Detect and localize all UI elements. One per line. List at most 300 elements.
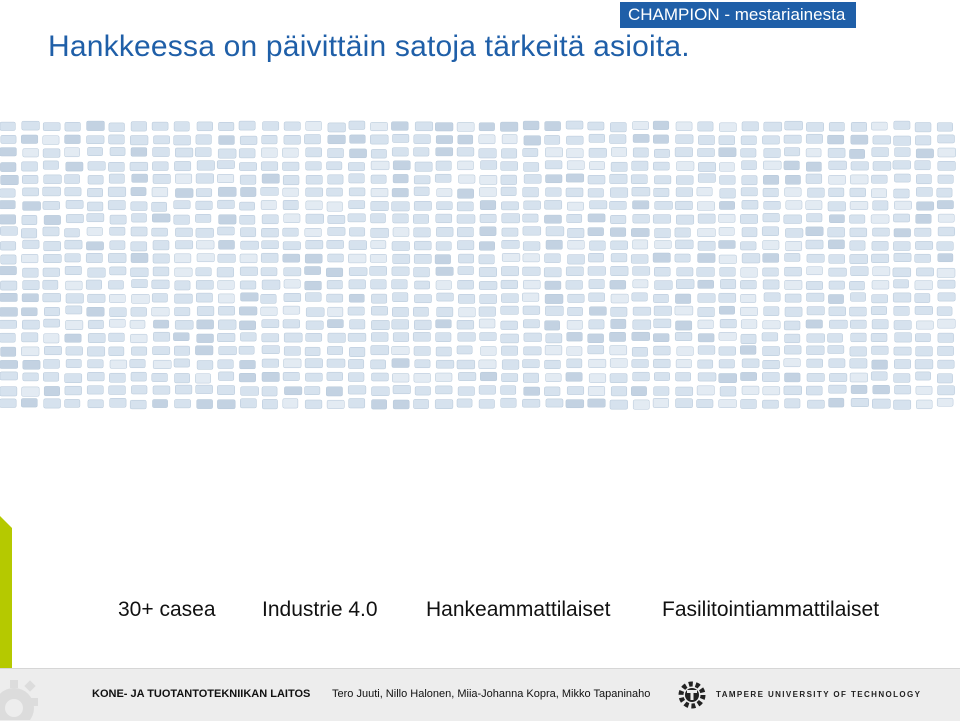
sticky-note [196,241,214,249]
sticky-note [654,319,671,328]
sticky-note [654,387,669,396]
sticky-note [457,360,475,369]
label-facilitation-professionals: Fasilitointiammattilaiset [662,598,880,621]
sticky-note [849,281,864,290]
sticky-note [152,122,168,130]
sticky-note [479,319,495,328]
sticky-note [349,347,365,356]
sticky-note [87,121,105,131]
sticky-note [479,400,494,409]
sticky-note [350,135,366,143]
sticky-note [304,135,320,144]
sticky-note [762,400,778,408]
sticky-note [44,334,59,343]
sticky-note [88,400,104,408]
sticky-note [436,320,452,328]
sticky-note [523,148,538,156]
sticky-note [631,255,648,264]
sticky-note [872,360,888,369]
sticky-note [611,162,627,171]
sticky-note [764,293,780,302]
sticky-note [262,215,278,224]
sticky-note [197,400,213,409]
sticky-note [741,399,757,408]
sticky-note [458,135,473,144]
sticky-note [916,149,933,158]
sticky-note [916,386,932,394]
sticky-note [109,319,125,327]
sticky-note [305,373,322,381]
sticky-note [807,214,823,222]
sticky-note [414,399,429,408]
sticky-note [850,307,867,316]
sticky-note [588,228,604,236]
sticky-note [872,148,889,157]
sticky-note [567,149,584,158]
sticky-note [392,374,409,383]
sticky-note [305,387,320,395]
sticky-note [175,268,193,277]
sticky-note [763,161,781,169]
sticky-note [240,215,255,224]
sticky-note [829,320,847,328]
gear-icon [0,668,60,720]
sticky-note [872,399,890,408]
sticky-note [392,202,410,211]
sticky-note [524,175,541,184]
sticky-note [523,280,540,289]
sticky-note [175,320,193,329]
sticky-note [872,346,889,354]
sticky-note [305,400,322,409]
sticky-note [676,360,691,368]
sticky-note [152,280,169,289]
sticky-note [87,214,104,222]
sticky-note [763,175,779,184]
sticky-note [153,360,171,369]
sticky-note [720,387,736,397]
sticky-note [131,187,146,195]
sticky-note [785,373,801,382]
sticky-note [545,161,562,169]
sticky-note [916,321,933,329]
sticky-note [545,321,560,330]
sticky-note [328,123,346,132]
sticky-note [371,280,387,289]
sticky-note [152,162,168,171]
sticky-note [763,387,780,395]
sticky-note [610,374,627,383]
sticky-note [480,175,497,184]
sticky-note [893,268,911,277]
tut-logo-icon [676,679,708,711]
sticky-note [828,135,844,144]
sticky-note [589,293,605,302]
sticky-note [588,175,605,184]
sticky-note [44,215,61,224]
sticky-note [174,161,190,170]
sticky-note [850,359,867,368]
sticky-note [589,320,604,329]
sticky-note [938,360,955,368]
sticky-note [1,175,19,184]
sticky-note [131,268,149,277]
sticky-note [829,268,847,276]
sticky-note [785,307,802,316]
sticky-note [130,334,147,343]
sticky-note [784,215,802,224]
sticky-note [174,254,191,263]
sticky-note [218,294,234,303]
sticky-note [675,148,693,157]
sticky-note [436,227,453,236]
sticky-note [610,135,627,144]
sticky-note [110,227,125,235]
sticky-note [742,386,759,394]
sticky-note [66,359,81,367]
sticky-note [86,280,102,289]
sticky-note [348,359,363,368]
sticky-note [43,268,60,277]
sticky-note [763,213,780,222]
sticky-note [174,136,191,145]
sticky-note [218,320,236,330]
sticky-note [65,374,82,383]
sticky-note [828,240,844,249]
sticky-note [305,347,320,356]
sticky-note [261,253,278,262]
sticky-note [66,294,84,303]
sticky-note [196,189,212,197]
sticky-note [21,347,39,356]
sticky-note [174,122,189,131]
sticky-note [524,163,539,172]
sticky-note [740,280,756,289]
sticky-note [132,280,148,288]
sticky-note [697,187,712,196]
sticky-note [655,229,671,238]
sticky-note [393,385,411,393]
sticky-note [610,280,626,289]
sticky-note [806,281,823,289]
sticky-note [217,333,235,341]
sticky-note [937,268,955,277]
sticky-note [611,319,626,328]
sticky-note [741,334,756,344]
sticky-note [916,188,932,197]
sticky-note [262,174,279,183]
sticky-note [675,201,692,210]
sticky-note [217,400,235,409]
sticky-note [501,386,516,395]
sticky-note [610,201,627,209]
sticky-note [524,201,541,210]
sticky-note [479,267,497,276]
sticky-note [88,175,103,184]
sticky-note [457,320,474,329]
sticky-note [915,254,931,262]
sticky-note [88,320,103,328]
sticky-note [436,333,451,342]
sticky-note [435,373,452,382]
sticky-note [22,215,37,224]
sticky-note [653,121,669,130]
sticky-note [654,306,672,315]
sticky-note [763,188,778,197]
sticky-note [393,400,409,409]
sticky-note [174,215,190,224]
sticky-note [785,175,800,184]
sticky-note [851,162,869,170]
sticky-note [501,202,518,210]
sticky-note [915,360,933,369]
sticky-note [87,136,105,144]
sticky-note [175,228,192,237]
sticky-note [131,347,146,355]
sticky-note [676,176,693,185]
sticky-note [610,123,626,132]
sticky-note [740,346,756,355]
sticky-note [88,294,106,302]
sticky-note [545,148,562,157]
sticky-note [872,295,888,303]
sticky-note [762,373,779,382]
sticky-note [130,136,148,145]
sticky-note [305,359,323,368]
sticky-note [436,360,454,368]
sticky-note [501,187,516,196]
sticky-note [349,121,365,130]
sticky-note [197,122,213,131]
university-name: TAMPERE UNIVERSITY OF TECHNOLOGY [716,690,922,699]
sticky-note [392,280,408,289]
sticky-note [437,202,453,210]
sticky-note [873,228,890,236]
sticky-note [284,214,300,223]
sticky-note [501,334,519,343]
sticky-note [893,214,909,222]
sticky-note [66,320,83,329]
sticky-note [240,399,256,408]
sticky-note [0,189,15,197]
sticky-note [240,228,255,237]
sticky-note [872,320,888,329]
sticky-note [437,189,452,197]
sticky-note [545,135,560,144]
sticky-note [66,347,83,355]
sticky-note [545,122,561,131]
sticky-note [740,214,757,223]
sticky-note [785,188,802,197]
sticky-note [109,386,126,395]
sticky-note [239,321,255,330]
sticky-note [88,147,103,155]
sticky-note [283,242,301,250]
sticky-note [742,176,757,185]
category-labels [0,598,960,628]
sticky-note [284,387,302,395]
sticky-note [457,148,474,157]
sticky-note [850,215,865,223]
sticky-note [479,188,496,197]
sticky-note [437,293,454,301]
sticky-note [175,385,192,394]
sticky-note [371,320,389,329]
sticky-note [851,398,869,406]
sticky-note [349,294,364,302]
sticky-note [784,148,799,156]
sticky-note [894,400,911,409]
sticky-note [284,293,301,301]
sticky-note [502,360,519,370]
sticky-note [349,268,367,276]
sticky-note [21,135,38,144]
sticky-note [893,242,910,251]
sticky-note [938,333,954,342]
sticky-note [43,227,59,236]
sticky-note [371,241,386,249]
sticky-note [175,241,192,249]
sticky-note [348,333,366,341]
sticky-note [261,268,277,276]
sticky-note [915,228,931,236]
sticky-note [414,148,430,156]
sticky-note [0,399,16,408]
sticky-note [894,121,910,129]
sticky-note [720,319,736,328]
sticky-note [850,201,868,209]
sticky-note [851,267,869,276]
sticky-note [829,255,845,264]
sticky-note [894,189,910,198]
sticky-note [109,123,125,132]
sticky-note [938,227,955,236]
sticky-note [261,228,278,237]
sticky-note [522,399,540,407]
authors: Tero Juuti, Nillo Halonen, Miia-Johanna Kopra, Mikko Tapaninaho [332,688,651,700]
sticky-note [457,122,474,131]
sticky-note [568,240,585,249]
sticky-note [392,188,408,197]
sticky-note [871,254,888,263]
sticky-note [86,242,103,250]
sticky-note [414,201,431,210]
sticky-note [108,162,124,171]
sticky-note [676,321,692,330]
sticky-note [87,386,103,394]
sticky-note [937,374,952,383]
sticky-note [197,254,214,262]
sticky-note [110,398,126,407]
sticky-note [457,227,473,236]
sticky-note [589,134,605,142]
sticky-note [284,122,300,130]
sticky-note [413,307,428,316]
sticky-note [327,346,342,354]
sticky-note [806,149,821,157]
sticky-note [370,266,387,275]
sticky-note [173,333,189,341]
sticky-note [328,175,343,184]
sticky-note [523,254,540,262]
sticky-note [719,163,734,172]
sticky-note [196,280,213,289]
sticky-note [808,188,825,197]
sticky-note [240,333,256,341]
sticky-note [785,121,803,130]
sticky-note [175,148,193,157]
sticky-note [523,227,541,236]
sticky-note [66,162,83,171]
sticky-note [241,241,259,249]
sticky-note [893,293,911,302]
sticky-note [524,136,541,145]
sticky-note [372,400,387,410]
sticky-note [326,268,343,277]
sticky-note [43,280,58,289]
sticky-note [807,334,825,343]
sticky-note [719,374,737,383]
sticky-note [784,321,800,330]
sticky-note [523,373,538,382]
sticky-note [458,280,474,289]
sticky-note [611,307,627,316]
sticky-note [197,306,214,315]
sticky-note [480,201,496,210]
sticky-note [282,148,298,157]
sticky-note [87,188,102,197]
sticky-note [153,332,169,341]
sticky-note [110,241,125,250]
sticky-note [502,253,520,261]
sticky-note [741,149,756,158]
sticky-note [850,241,865,250]
sticky-note [108,187,126,197]
sticky-note [719,347,736,355]
sticky-note [371,346,389,355]
sticky-note [153,148,170,157]
sticky-note [0,333,15,342]
sticky-note [653,253,670,262]
sticky-note [44,399,61,408]
sticky-note [502,374,518,382]
sticky-note [654,267,670,276]
sticky-note [66,200,83,208]
sticky-note [88,162,105,171]
sticky-note [523,306,540,315]
sticky-note [851,333,867,342]
sticky-note [175,281,190,290]
sticky-note [807,359,823,367]
sticky-note [87,372,104,381]
sticky-note [328,135,346,144]
sticky-note [283,228,299,236]
sticky-note [719,241,736,249]
sticky-note [698,280,714,288]
sticky-note [937,123,953,132]
sticky-note [655,201,673,209]
sticky-note [153,347,170,355]
sticky-note [676,280,694,289]
sticky-note [501,346,517,355]
sticky-note [392,307,408,316]
sticky-note [916,372,931,380]
sticky-note [240,281,256,289]
sticky-note [306,214,324,223]
sticky-note [240,360,256,368]
sticky-note [719,201,734,209]
sticky-note [110,215,126,224]
